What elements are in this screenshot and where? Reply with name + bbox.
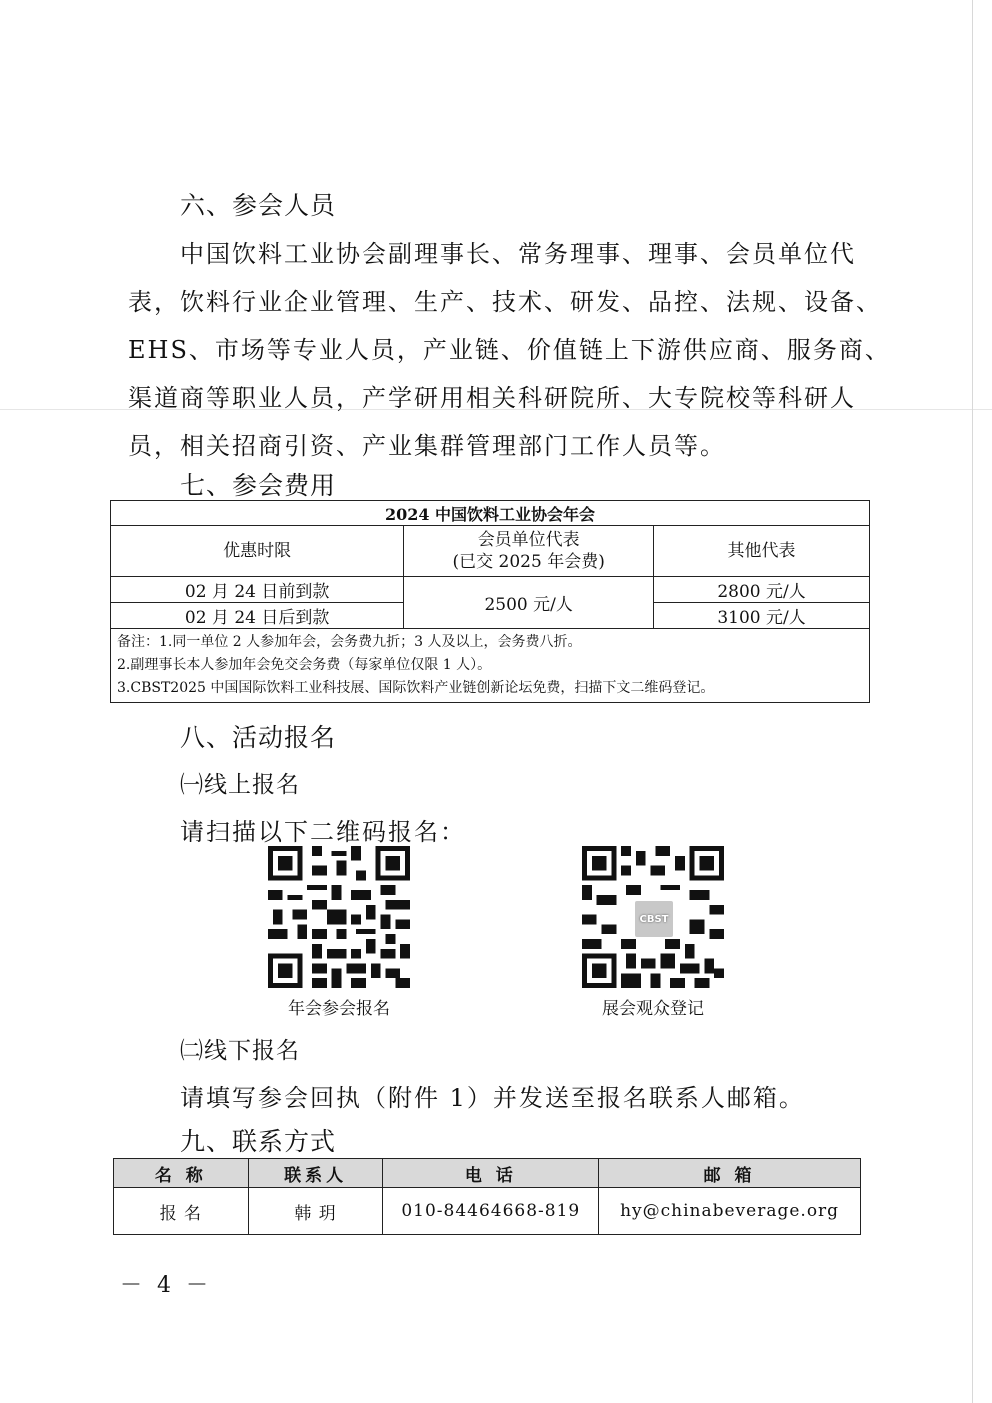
contact-phone: 010-84464668-819: [383, 1188, 599, 1235]
contact-col-email: 邮 箱: [599, 1159, 861, 1188]
fee-note-1: 备注：1.同一单位 2 人参加年会，会务费九折；3 人及以上，会务费八折。: [117, 634, 582, 650]
qr-code-visitor[interactable]: [582, 846, 724, 988]
section6-line-3: EHS、市场等专业人员，产业链、价值链上下游供应商、服务商、: [128, 336, 891, 364]
contact-person: 韩 玥: [248, 1188, 383, 1235]
section6-line-1: 中国饮料工业协会副理事长、常务理事、理事、会员单位代: [180, 240, 856, 268]
section6-line-2: 表，饮料行业企业管理、生产、技术、研发、品控、法规、设备、: [128, 288, 882, 316]
contact-table: [113, 1158, 861, 1235]
fee-col-member-line2: (已交 2025 年会费): [452, 552, 605, 572]
fee-row1-other: 2800 元/人: [654, 577, 870, 603]
qr-code-registration[interactable]: [268, 846, 410, 988]
fee-col-member-line1: 会员单位代表: [477, 530, 580, 550]
section9-heading: 九、联系方式: [180, 1127, 337, 1156]
online-heading: ㈠线上报名: [180, 772, 300, 798]
fee-table-title: 2024 中国饮料工业协会年会: [111, 501, 870, 526]
section7-heading: 七、参会费用: [180, 471, 337, 500]
contact-col-name: 名 称: [114, 1159, 249, 1188]
qr-code-icon: [268, 846, 410, 988]
section8-heading: 八、活动报名: [180, 723, 337, 752]
fee-col-period: 优惠时限: [111, 526, 404, 577]
section6-paragraph: [128, 230, 891, 470]
contact-col-phone: 电 话: [383, 1159, 599, 1188]
fee-table: [110, 500, 870, 703]
offline-text: 请填写参会回执（附件 1）并发送至报名联系人邮箱。: [180, 1084, 805, 1112]
cbst-logo-badge: CBST: [633, 899, 675, 939]
section6-line-4: 渠道商等职业人员，产学研用相关科研院所、大专院校等科研人: [128, 384, 856, 412]
offline-heading: ㈡线下报名: [180, 1038, 300, 1064]
fee-member-price: 2500 元/人: [404, 577, 654, 629]
section6-line-5: 员，相关招商引资、产业集群管理部门工作人员等。: [128, 432, 726, 460]
fee-row2-period: 02 月 24 日后到款: [111, 603, 404, 629]
fee-row1-period: 02 月 24 日前到款: [111, 577, 404, 603]
contact-email[interactable]: hy@chinabeverage.org: [599, 1188, 861, 1235]
qr1-caption: 年会参会报名: [288, 999, 390, 1019]
fee-row2-other: 3100 元/人: [654, 603, 870, 629]
fee-notes: [111, 629, 870, 703]
qr2-caption: 展会观众登记: [602, 999, 704, 1019]
section6-heading: 六、参会人员: [180, 191, 337, 220]
page-number: － 4 －: [120, 1273, 212, 1298]
fee-col-member: [404, 526, 654, 577]
scan-edge-line: [972, 0, 973, 1403]
online-text: 请扫描以下二维码报名：: [180, 818, 466, 846]
fee-note-3: 3.CBST2025 中国国际饮料工业科技展、国际饮料产业链创新论坛免费，扫描下文二维码登记。: [117, 680, 715, 696]
contact-name: 报 名: [114, 1188, 249, 1235]
fee-col-other: 其他代表: [654, 526, 870, 577]
contact-col-person: 联系人: [248, 1159, 383, 1188]
fee-note-2: 2.副理事长本人参加年会免交会务费（每家单位仅限 1 人）。: [117, 657, 492, 673]
